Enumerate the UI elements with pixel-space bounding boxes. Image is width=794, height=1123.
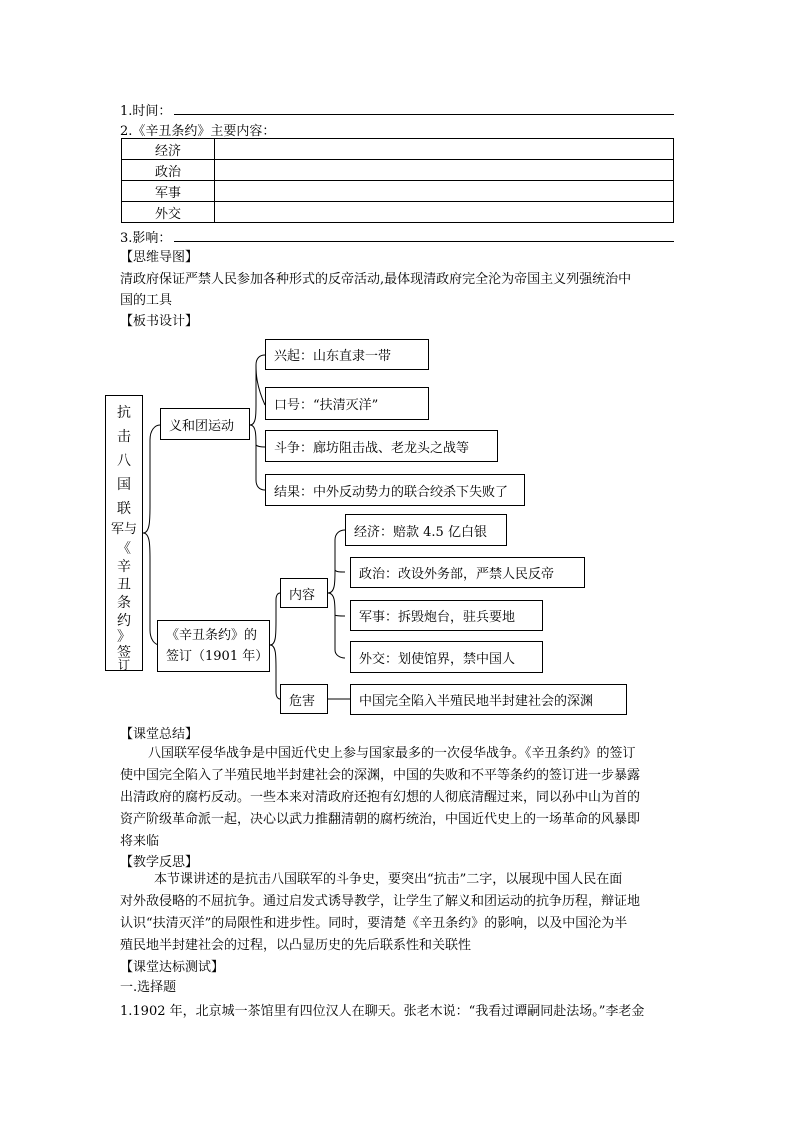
table-cell-label: 经济 (122, 139, 215, 160)
vertical-title-char: 抗 (117, 405, 131, 421)
summary-heading: 【课堂总结】 (120, 727, 199, 742)
treaty-signing-line1: 《辛丑条约》的 (166, 628, 258, 643)
board-vertical-title (105, 395, 143, 671)
content-label-box: 内容 (280, 578, 328, 608)
boxer-struggle-box: 斗争：廊坊阻击战、老龙头之战等 (265, 430, 498, 462)
vertical-title-char: 联 (117, 501, 131, 517)
content-politics-box: 政治：改设外务部，严禁人民反帝 (350, 557, 585, 588)
table-cell-label: 军事 (122, 181, 215, 202)
reflection-heading: 【教学反思】 (120, 855, 199, 870)
summary-line: 使中国完全陷入了半殖民地半封建社会的深渊，中国的失败和不平等条约的签订进一步暴露 (120, 768, 641, 783)
vertical-title-char: 条 (117, 595, 131, 611)
time-label: 1.时间： (120, 104, 172, 119)
mindmap-text-cont: 国的工具 (120, 293, 173, 308)
boxer-result-box: 结果：中外反动势力的联合绞杀下失败了 (265, 474, 525, 506)
mindmap-heading: 【思维导图】 (120, 250, 199, 265)
reflection-paragraph (120, 869, 674, 957)
content-economy-box: 经济：赔款 4.5 亿白银 (345, 514, 507, 546)
content-military-box: 军事：拆毁炮台，驻兵要地 (350, 600, 543, 631)
branch-boxer-movement: 义和团运动 (160, 408, 250, 440)
summary-line: 出清政府的腐朽反动。一些本来对清政府还抱有幻想的人彻底清醒过来，同以孙中山为首的 (120, 790, 641, 805)
vertical-title-char: 《 (117, 541, 131, 557)
reflection-line: 认识“扶清灭洋”的局限性和进步性。同时，要清楚《辛丑条约》的影响，以及中国沦为半 (120, 916, 628, 931)
board-heading: 【板书设计】 (120, 314, 199, 329)
table-cell-label: 外交 (122, 202, 215, 223)
vertical-title-char: 国 (117, 477, 131, 493)
vertical-title-char: 军与 (110, 522, 137, 537)
content-diplomacy-box: 外交：划使馆界，禁中国人 (350, 641, 543, 673)
vertical-title-char: 》 (117, 629, 131, 645)
vertical-title-char: 丑 (117, 577, 131, 593)
vertical-title-char: 约 (117, 613, 131, 629)
question-1: 1.1902 年，北京城一茶馆里有四位汉人在聊天。张老木说：“我看过谭嗣同赴法场。”李老金 (120, 1004, 645, 1019)
summary-line: 资产阶级革命派一起，决心以武力推翻清朝的腐朽统治，中国近代史上的一场革命的风暴即 (120, 812, 641, 827)
summary-line: 将来临 (120, 834, 160, 849)
vertical-title-char: 八 (117, 453, 131, 469)
harm-label-box: 危害 (280, 684, 328, 714)
vertical-title-char: 辛 (117, 559, 131, 575)
test-section-label: 一.选择题 (120, 980, 177, 995)
table-cell-label: 政治 (122, 160, 215, 181)
treaty-content-label: 2.《辛丑条约》主要内容： (120, 124, 276, 139)
boxer-rise-box: 兴起：山东直隶一带 (265, 339, 429, 370)
vertical-title-char: 签 (117, 645, 131, 661)
reflection-line: 本节课讲述的是抗击八国联军的斗争史，要突出“抗击”二字，以展现中国人民在面 (154, 872, 623, 887)
boxer-slogan-box: 口号：“扶清灭洋” (265, 387, 429, 420)
reflection-line: 对外敌侵略的不屈抗争。通过启发式诱导教学，让学生了解义和团运动的抗争历程，辩证地 (120, 894, 641, 909)
treaty-signing-line2: 签订（1901 年） (166, 649, 269, 664)
branch-treaty-signing (157, 620, 270, 672)
reflection-line: 殖民地半封建社会的过程，以凸显历史的先后联系性和关联性 (120, 938, 472, 953)
impact-label: 3.影响： (120, 231, 172, 246)
test-heading: 【课堂达标测试】 (120, 960, 225, 975)
vertical-title-char: 订 (117, 658, 130, 672)
summary-line: 八国联军侵华战争是中国近代史上参与国家最多的一次侵华战争。《辛丑条约》的签订 (148, 746, 636, 761)
mindmap-text: 清政府保证严禁人民参加各种形式的反帝活动,最体现清政府完全沦为帝国主义列强统治中 (120, 272, 632, 287)
vertical-title-char: 击 (117, 429, 131, 445)
harm-content-box: 中国完全陷入半殖民地半封建社会的深渊 (350, 684, 627, 715)
summary-paragraph (120, 743, 674, 853)
